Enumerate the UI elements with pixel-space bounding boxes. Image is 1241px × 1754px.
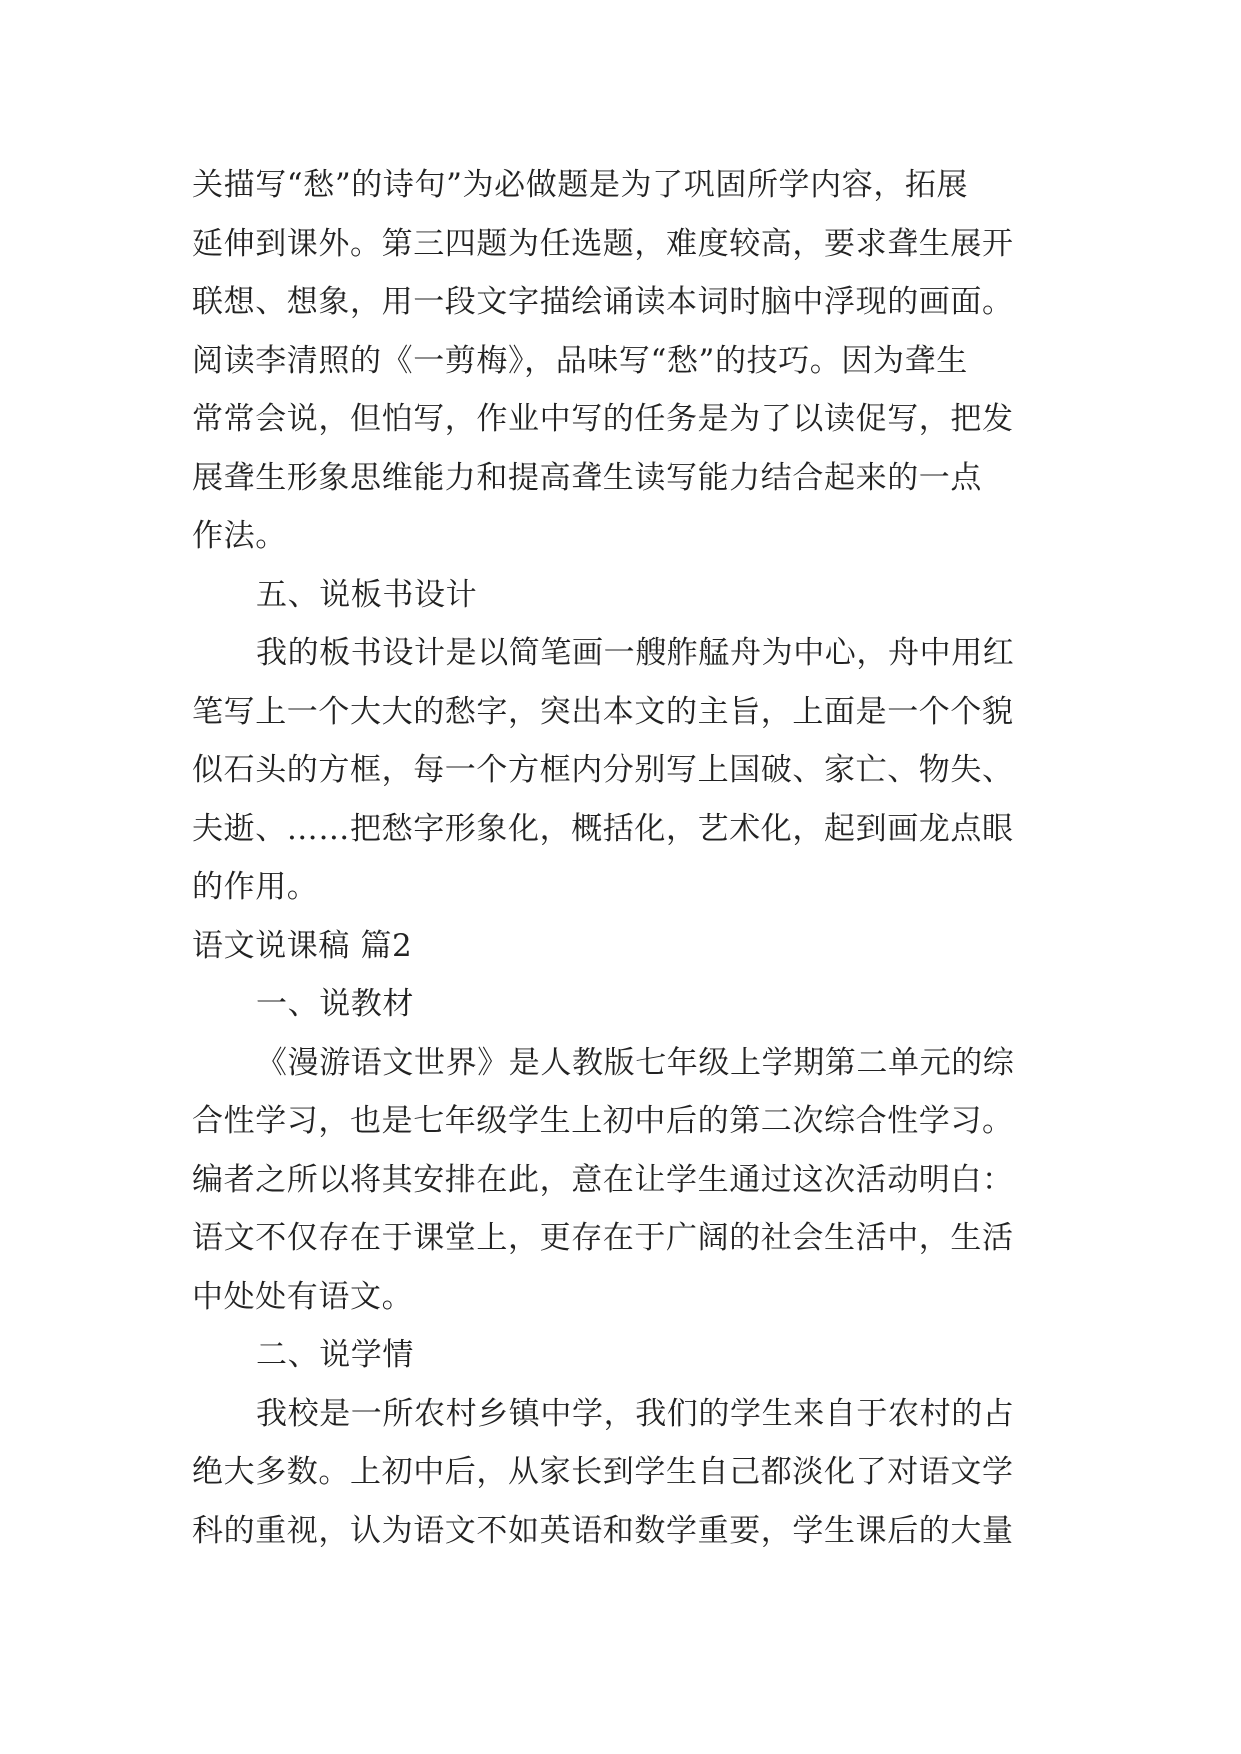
text-line: 延伸到课外。第三四题为任选题，难度较高，要求聋生展开 (192, 225, 1014, 262)
text-line: 绝大多数。上初中后，从家长到学生自己都淡化了对语文学 (192, 1454, 1014, 1490)
text-line: 阅读李清照的《一剪梅》，品味写“愁”的技巧。因为聋生 (192, 342, 968, 379)
text-line: 语文说课稿 篇2 (192, 927, 413, 964)
text-line: 五、说板书设计 (256, 576, 478, 613)
document-body (192, 156, 1072, 1560)
text-line: 《漫游语文世界》是人教版七年级上学期第二单元的综 (256, 1044, 1015, 1081)
text-line: 我的板书设计是以简笔画一艘舴艋舟为中心，舟中用红 (256, 635, 1015, 671)
text-line: 常常会说，但怕写，作业中写的任务是为了以读促写，把发 (192, 401, 1014, 437)
text-line: 一、说教材 (256, 986, 414, 1022)
text-line: 作法。 (192, 518, 287, 554)
text-line: 我校是一所农村乡镇中学，我们的学生来自于农村的占 (256, 1395, 1015, 1432)
text-line: 中处处有语文。 (192, 1278, 414, 1315)
text-line: 合性学习，也是七年级学生上初中后的第二次综合性学习。 (192, 1103, 1014, 1139)
text-line: 科的重视，认为语文不如英语和数学重要，学生课后的大量 (192, 1512, 1014, 1549)
text-line: 夫逝、……把愁字形象化，概括化，艺术化，起到画龙点眼 (192, 810, 1014, 847)
text-line: 展聋生形象思维能力和提高聋生读写能力结合起来的一点 (192, 459, 982, 496)
text-line: 二、说学情 (256, 1337, 414, 1373)
text-line: 语文不仅存在于课堂上，更存在于广阔的社会生活中，生活 (192, 1220, 1014, 1256)
text-line: 联想、想象，用一段文字描绘诵读本词时脑中浮现的画面。 (192, 284, 1014, 320)
text-line: 的作用。 (192, 869, 319, 905)
text-line: 编者之所以将其安排在此，意在让学生通过这次活动明白： (192, 1161, 1014, 1198)
text-line: 似石头的方框，每一个方框内分别写上国破、家亡、物失、 (192, 752, 1014, 788)
text-line: 笔写上一个大大的愁字，突出本文的主旨，上面是一个个貌 (192, 693, 1014, 730)
text-line: 关描写“愁”的诗句”为必做题是为了巩固所学内容，拓展 (192, 167, 969, 203)
